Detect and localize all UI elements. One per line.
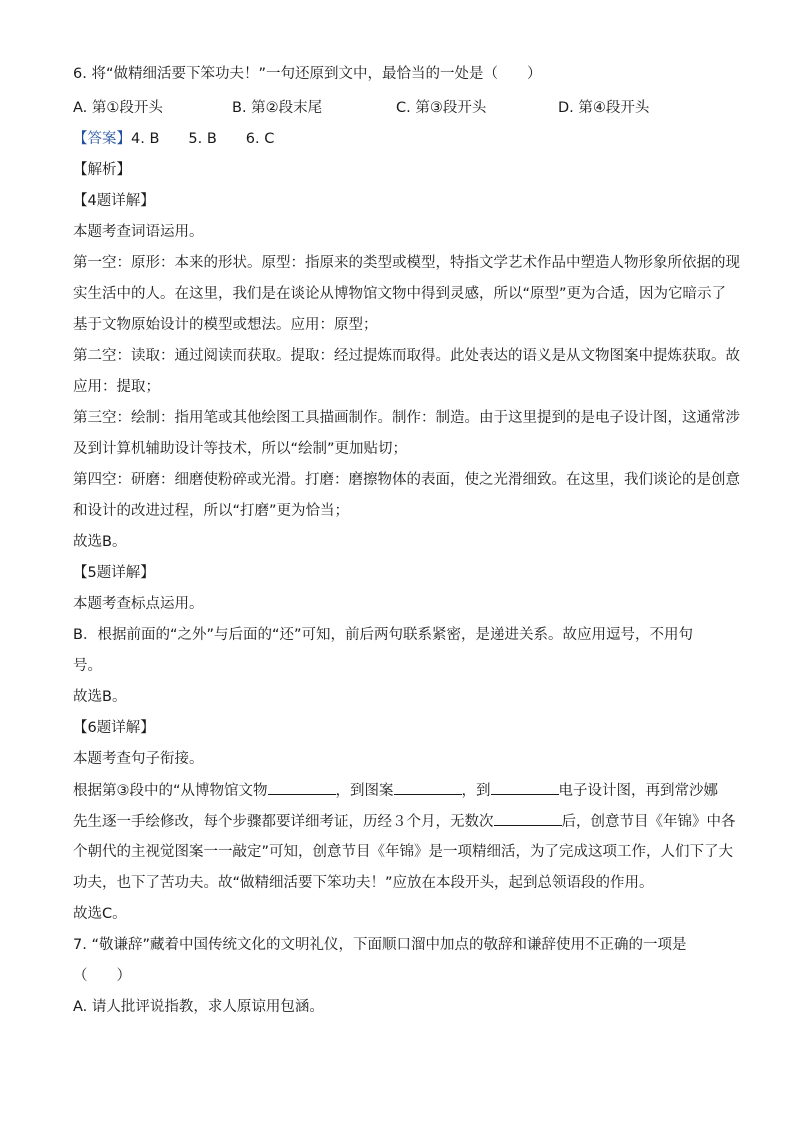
analysis-label: 【解析】 [73,162,131,178]
fill-blank [491,780,559,795]
section-4-line: 第二空：读取：通过阅读而获取。提取：经过提炼而取得。此处表达的语义是从文物图案中提炼获取。故 [73,348,740,364]
fill-blank [268,780,336,795]
section-4-line: 第一空：原形：本来的形状。原型：指原来的类型或模型，特指文学艺术作品中塑造人物形象所依据的现 [73,255,740,271]
fill-blank [494,811,562,826]
answer-line [73,129,274,149]
question-6-options [73,98,723,118]
answer-label: 【答案】 [73,131,131,147]
section-6-line-with-blanks: 根据第③段中的“从博物馆文物 ，到图案 ，到 电子设计图，再到常沙娜 [73,780,718,801]
section-4-conclusion: 故选B。 [73,534,127,550]
section-6-line-with-blank: 先生逐一手绘修改，每个步骤都要详细考证，历经３个月，无数次 后，创意节目《年锦》中各 [73,811,736,832]
section-4-line: 和设计的改进过程，所以“打磨”更为恰当； [73,503,350,519]
section-5-conclusion: 故选B。 [73,689,127,705]
option-a: A. 第①段开头 [73,100,163,116]
section-4-line: 应用：提取； [73,379,160,395]
option-d: D. 第④段开头 [558,100,650,116]
section-5-line: 本题考查标点运用。 [73,596,204,612]
option-b: B. 第②段末尾 [232,100,323,116]
section-6-conclusion: 故选C。 [73,906,127,922]
section-4-line: 本题考查词语运用。 [73,224,204,240]
question-6-stem: 6. 将“做精细活要下笨功夫！”一句还原到文中，最恰当的一处是（ ） [73,66,542,82]
section-4-line: 基于文物原始设计的模型或想法。应用：原型； [73,317,378,333]
section-4-line: 第四空：研磨：细磨使粉碎或光滑。打磨：磨擦物体的表面，使之光滑细致。在这里，我们谈论的是创意 [73,472,740,488]
section-4-line: 第三空：绘制：指用笔或其他绘图工具描画制作。制作：制造。由于这里提到的是电子设计图，这通常涉 [73,410,740,426]
section-5-heading: 【5题详解】 [73,565,155,581]
question-7-stem: 7. “敬谦辞”藏着中国传统文化的文明礼仪，下面顺口溜中加点的敬辞和谦辞使用不正确的一项是 [73,937,687,953]
option-c: C. 第③段开头 [396,100,487,116]
section-4-line: 实生活中的人。在这里，我们是在谈论从博物馆文物中得到灵感，所以“原型”更为合适，因为它暗示了 [73,286,727,302]
section-5-line: 号。 [73,658,102,674]
question-7-paren: （ ） [73,968,131,984]
fill-blank [394,780,462,795]
question-7-option-a: A. 请人批评说指教，求人原谅用包涵。 [73,999,324,1015]
answer-values: 4. B 5. B 6. C [131,131,275,147]
section-4-line: 及到计算机辅助设计等技术，所以“绘制”更加贴切； [73,441,408,457]
section-4-heading: 【4题详解】 [73,193,155,209]
section-6-heading: 【6题详解】 [73,720,155,736]
section-5-line: B．根据前面的“之外”与后面的“还”可知，前后两句联系紧密，是递进关系。故应用逗号，不用句 [73,627,693,643]
section-6-line: 功夫，也下了苦功夫。故“做精细活要下笨功夫！”应放在本段开头，起到总领语段的作用。 [73,875,654,891]
section-6-intro: 本题考查句子衔接。 [73,751,204,767]
section-6-line: 个朝代的主视觉图案一一敲定”可知，创意节目《年锦》是一项精细活，为了完成这项工作，人们下了大 [73,844,734,860]
